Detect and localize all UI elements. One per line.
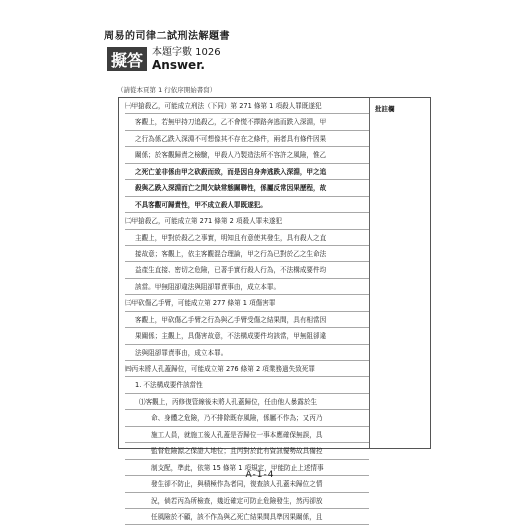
answer-line: ㈢甲砍傷乙手臂，可能成立第 277 條第 1 項傷害罪 (125, 295, 369, 311)
answer-line: ㈡甲搶殺乙，可能成立第 271 條第 2 項殺人罪未遂犯 (125, 213, 369, 229)
word-count: 本題字數 1026 (152, 47, 221, 58)
answer-line: 制支配，準此，依第 15 條第 1 項規定，甲能防止上述情事 (125, 460, 369, 476)
answer-line: 關係；於客觀歸責之檢驗，甲殺人乃製造法所不容許之風險，惟乙 (125, 147, 369, 163)
answer-line: ⑴客觀上，丙修復管線後未將人孔蓋歸位，任由他人暴露於生 (125, 394, 369, 410)
answer-line: 接故意；客觀上，依主客觀混合理論，甲之行為已對於乙之生命法 (125, 246, 369, 262)
answer-line: ㈣丙未將人孔蓋歸位，可能成立第 276 條第 2 項業務過失致死罪 (125, 361, 369, 377)
answer-line: 不具客觀可歸責性，甲不成立殺人罪既遂犯。 (125, 197, 369, 213)
answer-line: 殺與乙跌入深淵而亡之間欠缺常態關聯性，係屬反常因果歷程，故 (125, 180, 369, 196)
answer-line: 監督危險源之保證人地位；且丙對於此有資訊優勢故具備控 (125, 443, 369, 459)
margin-comment-label: 批註欄 (375, 105, 395, 113)
answer-line: ㈠甲搶殺乙，可能成立刑法（下同）第 271 條第 1 項殺人罪既遂犯 (125, 98, 369, 114)
page-number: A-1-4 (245, 470, 275, 480)
answer-line: 客觀上，甲砍傷乙手臂之行為與乙手臂受傷之結果間，具有相當因 (125, 312, 369, 328)
answer-line: 命、身體之危險，乃不排除既存風險，係屬不作為；又丙乃 (125, 410, 369, 426)
answer-line: 發生卻不防止，與積極作為者同，復查該人孔蓋未歸位之情 (125, 476, 369, 492)
answer-line: 益產生直接、密切之危險，已著手實行殺人行為，不法構成要件均 (125, 262, 369, 278)
answer-line: 客觀上，若無甲持刀追殺乙，乙不會慌不擇路奔逃而跌入深淵，甲 (125, 114, 369, 130)
answer-label: Answer. (152, 58, 205, 72)
answer-line: 之死亡並非係由甲之砍殺而致，而是因自身奔逃跌入深淵，甲之追 (125, 164, 369, 180)
margin-column-divider (369, 98, 370, 448)
writing-instruction-note: （請從本頁第 1 行依序開始書寫） (117, 86, 217, 94)
answer-line: 之行為係乙跌入深淵不可想像其不存在之條件，兩者具有條件因果 (125, 131, 369, 147)
answer-line: 法與阻卻罪責事由，成立本罪。 (125, 345, 369, 361)
answer-line: 果關係；主觀上，具傷害故意，不法構成要件均該當，甲無阻卻違 (125, 328, 369, 344)
answer-line: 主觀上，甲對於殺乙之事實，明知且有意使其發生，具有殺人之直 (125, 230, 369, 246)
answer-line: 該當。甲無阻卻違法與阻卻罪責事由，成立本罪。 (125, 279, 369, 295)
page-header-title: 周易的司律二試刑法解題書 (104, 31, 230, 42)
answer-line: 施工人員，就施工後人孔蓋是否歸位一事本應確保無誤，具 (125, 427, 369, 443)
answer-line: 況，倘若丙為所檢查，幾近確定可防止危險發生，然丙卻放 (125, 493, 369, 509)
answer-lines (125, 98, 369, 525)
answer-line: 1. 不法構成要件該當性 (125, 377, 369, 393)
answer-badge: 擬答 (107, 47, 147, 71)
answer-line: 任風險於不顧，該不作為與乙死亡結果間具準因果關係，且 (125, 509, 369, 525)
